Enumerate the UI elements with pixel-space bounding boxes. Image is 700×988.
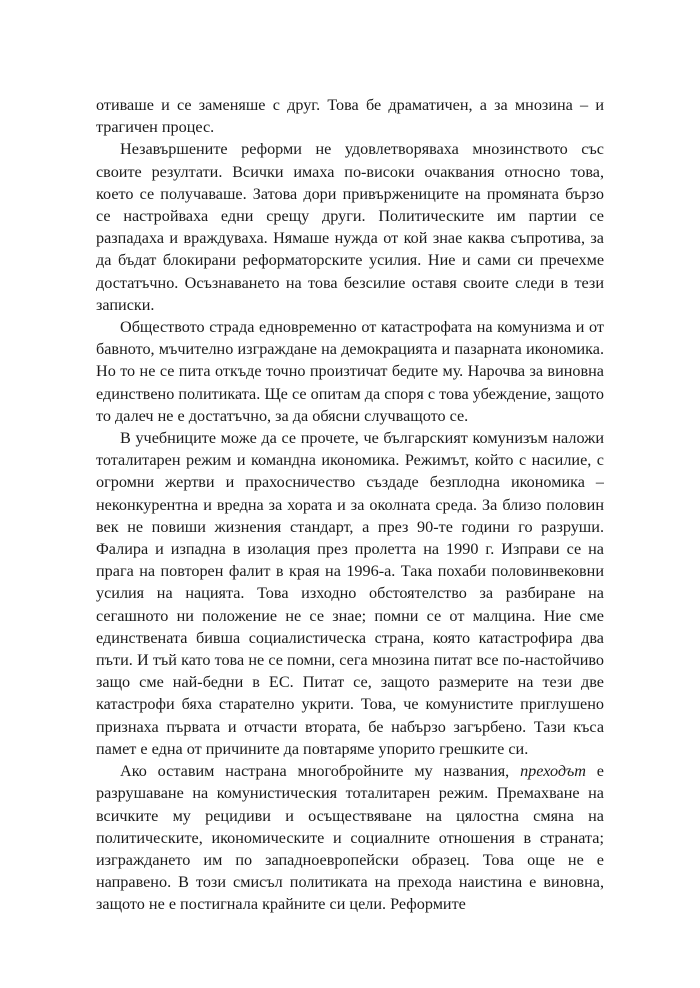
paragraph-unfinished-reforms: Незавършените реформи не удовлетворяваха мнозинството със своите резултати. Всички имаха по-високи очаквания относно това, което се получаваше. Затова дори привържениците на промяната бързо се настройваха едни срещу други. Политическите им партии се разпадаха и враждуваха. Нямаше нужда от кой знае каква съпротива, за да бъдат блокирани реформаторските усилия. Ние и сами си пречехме достатъчно. Осъзнаването на това безсилие оставя своите следи в тези записки. [96,140,604,314]
transition-emphasis: преходът [520,762,586,781]
transition-text-after: е разрушаване на комунистическия тоталитарен режим. Премахване на всичките му рецидиви и осъществяване на цялостна смяна на политическите, икономическите и социалните отношения в страната; изграждането им по западноевропейски образец. Това още не е направено. В този смисъл политиката на прехода наистина е виновна, защото не е постигнала крайните си цели. Реформите [96,762,604,914]
book-page [96,94,604,974]
transition-text-before: Ако оставим настрана многобройните му названия, [120,762,521,781]
paragraph-transition [96,760,604,915]
paragraph-textbooks: В учебниците може да се прочете, че българският комунизъм наложи тоталитарен режим и командна икономика. Режимът, който с насилие, с огромни жертви и прахосничество създаде безплодна икономика – неконкурентна и вредна за хората и за околната среда. За близо половин век не повиши жизнения стандарт, а през 90-те години го разруши. Фалира и изпадна в изолация през пролетта на 1990 г. Изправи се на прага на повторен фалит в края на 1996-а. Така похаби половинвековни усилия на нацията. Това изходно обстоятелство за разбиране на сегашното ни положение не се знае; помни се от малцина. Ние сме единствената бивша социалистическа страна, която катастрофира два пъти. И тъй като това не се помни, сега мнозина питат все по-настойчиво защо сме най-бедни в ЕС. Питат се, защото размерите на тези две катастрофи бяха старателно укрити. Това, че комунистите приглушено признаха първата и отчасти втората, бе набързо загърбено. Тази къса памет е една от причините да повтаряме упорито грешките си. [96,429,604,758]
paragraph-society-suffers: Обществото страда едновременно от катастрофата на комунизма и от бавното, мъчително изграждане на демокрацията и пазарната икономика. Но то не се пита откъде точно произтичат бедите му. Нарочва за виновна единствено политиката. Ще се опитам да споря с това убеждение, защото то далеч не е достатъчно, за да обясни случващото се. [96,318,604,425]
paragraph-continuation: отиваше и се заменяше с друг. Това бе драматичен, а за мнозина – и трагичен процес. [96,96,604,137]
